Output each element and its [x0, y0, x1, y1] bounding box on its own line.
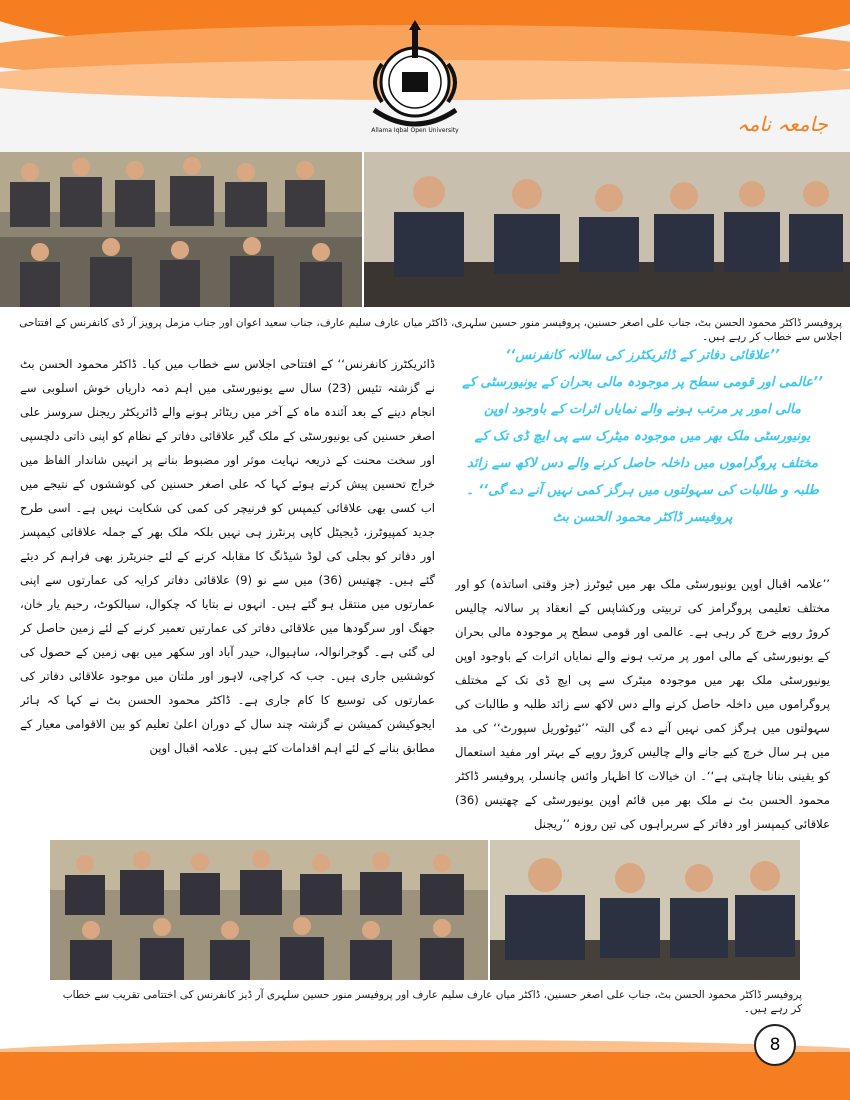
left-column-text [20, 352, 435, 840]
bottom-photo-caption: پروفیسر ڈاکٹر محمود الحسن بٹ، جناب علی اصغر حسنین، ڈاکٹر میاں عارف سلیم عارف اور پروفیسر منور حسین سلہری آر ڈیز کانفرنس کی اختتامی تقریب سے خطاب کر رہے ہیں۔ [62, 989, 802, 1015]
left-column-paragraph: ڈائریکٹرز کانفرنس‘‘ کے افتتاحی اجلاس سے خطاب میں کیا۔ ڈاکٹر محمود الحسن بٹ نے گزشتہ تئیس (23) سال سے یونیورسٹی میں اہم ذمہ داریاں خوش اسلوبی سے انجام دینے کے بعد آئندہ ماہ کے آخر میں ریٹائر ہونے والے ڈائریکٹر ریجنل سروسز علی اصغر حسنین کی یونیورسٹی کے ملک گیر علاقائی دفاتر کے نظام کو اپنی ذاتی دلچسپی اور سخت محنت کے ذریعہ نہایت موثر اور مضبوط بنانے پر انہیں شاندار الفاظ میں خراج تحسین پیش کرتے ہوئے کہا کہ علی اصغر حسنین کی کوششوں کے نتیجے میں اب کسی بھی علاقائی کیمپس کو فرنیچر کی کمی کی شکایت نہیں ہے۔ اسی طرح جدید کمپیوٹرز، ڈیجیٹل کاپی پرنٹرز ہی نہیں بلکہ ملک بھر کے جملہ علاقائی کیمپسز اور دفاتر کو بجلی کی لوڈ شیڈنگ کا مقابلہ کرنے کے لئے جنریٹرز بھی فراہم کر دیئے گئے ہیں۔ چھتیس (36) میں سے نو (9) علاقائی دفاتر کرایہ کی عمارتوں سے اپنی عمارتوں میں منتقل ہو گئے ہیں۔ انہوں نے بتایا کہ چکوال، سیالکوٹ، رحیم یار خان، جھنگ اور سرگودھا میں علاقائی دفاتر کی عمارتیں تعمیر کرنے کے لئے زمین حاصل کر لی گئی ہے۔ گوجرانوالہ، ساہیوال، حیدر آباد اور سکھر میں بھی زمین کے حصول کی کوششیں جاری ہیں۔ جب کہ کراچی، لاہور اور ملتان میں موجود علاقائی دفاتر کی عمارتوں کی توسیع کا کام جاری ہے۔ ڈاکٹر محمود الحسن بٹ نے کہا کہ ہائر ایجوکیشن کمیشن نے گزشتہ چند سال کے دوران اعلیٰ تعلیم کو بین الاقوامی معیار کے مطابق بنانے کے لئے اہم اقدامات کئے ہیں۔ علامہ اقبال اوپن [20, 357, 435, 755]
pull-quote [455, 342, 830, 562]
pull-quote-body: ’’عالمی اور قومی سطح پر موجودہ مالی بحران کے یونیورسٹی کے مالی امور پر مرتب ہونے والے نمایاں اثرات کے باوجود اوپن یونیورسٹی ملک بھر میں موجودہ میٹرک سے پی ایچ ڈی تک کے مختلف پروگراموں میں داخلہ حاصل کرنے والے دس لاکھ سے زائد طلبہ و طالبات کی سہولتوں میں ہرگز کمی نہیں آنے دے گی‘‘ ۔ پروفیسر ڈاکٹر محمود الحسن بٹ [462, 375, 823, 525]
page-header [0, 0, 850, 152]
top-photo-right [364, 152, 850, 307]
top-photo-left [0, 152, 362, 307]
bottom-photo-right [490, 840, 800, 980]
page-number: 8 [754, 1024, 796, 1066]
svg-text:Allama Iqbal Open University: Allama Iqbal Open University [371, 127, 459, 134]
university-emblem-icon [360, 20, 470, 140]
bottom-photo-left [50, 840, 488, 980]
pull-quote-title: ’’علاقائی دفاتر کے ڈائریکٹرز کی سالانہ کانفرنس‘‘ [505, 348, 780, 363]
right-column-text [455, 572, 830, 840]
masthead-title: جامعہ نامہ [737, 112, 828, 136]
top-photo-caption: پروفیسر ڈاکٹر محمود الحسن بٹ، جناب علی اصغر حسنین، پروفیسر منور حسین سلہری، ڈاکٹر میاں عارف سلیم عارف، جناب سعید اعوان اور جناب مزمل پرویز آر ڈی کانفرنس کے افتتاحی اجلاس سے خطاب کر رہے ہیں۔ [19, 317, 842, 343]
right-column-paragraph: ’’علامہ اقبال اوپن یونیورسٹی ملک بھر میں ٹیوٹرز (جز وقتی اساتذہ) کو اور مختلف تعلیمی پروگرامز کی تربیتی ورکشاپس کے انعقاد پر سالانہ چالیس کروڑ روپے خرچ کر رہی ہے۔ عالمی اور قومی سطح پر موجودہ مالی بحران کے یونیورسٹی کے مالی امور پر مرتب ہونے والے نمایاں اثرات کے باوجود اوپن یونیورسٹی ملک بھر میں موجودہ میٹرک سے پی ایچ ڈی تک کے مختلف پروگراموں میں داخلہ حاصل کرنے والے دس لاکھ سے زائد طلبہ و طالبات کی سہولتوں میں ہرگز کمی نہیں آنے دے گی البتہ ’’ٹیوٹوریل سپورٹ‘‘ کی مد میں ہر سال خرچ کیے جانے والے چالیس کروڑ روپے کے بہتر اور مفید استعمال کو یقینی بنانا چاہتی ہے‘‘۔ ان خیالات کا اظہار وائس چانسلر، پروفیسر ڈاکٹر محمود الحسن بٹ نے ملک بھر میں قائم اوپن یونیورسٹی کے چھتیس (36) علاقائی کیمپسز اور دفاتر کے سربراہوں کی تین روزہ ’’ریجنل [455, 577, 830, 831]
page-footer [0, 1052, 850, 1100]
